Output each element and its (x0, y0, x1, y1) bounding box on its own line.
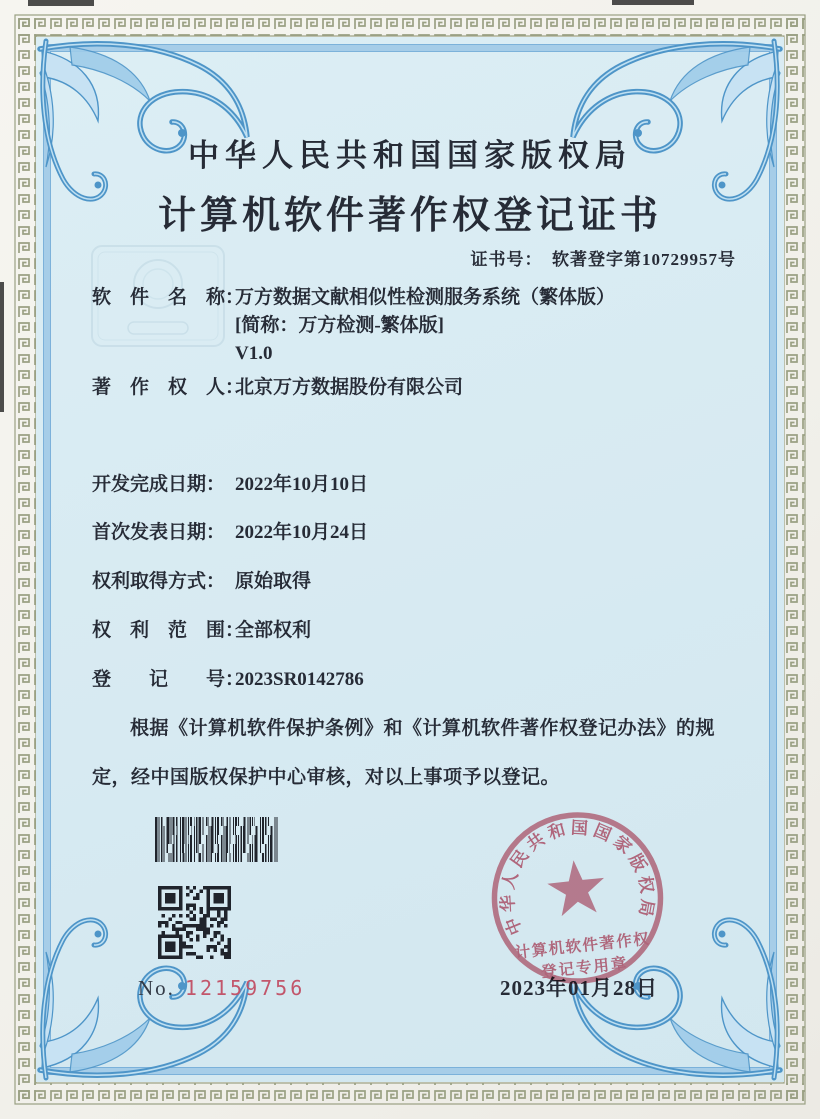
registration-statement: 根据《计算机软件保护条例》和《计算机软件著作权登记办法》的规定，经中国版权保护中心审核，对以上事项予以登记。 (92, 718, 716, 788)
qr-code (158, 886, 231, 959)
issue-date: 2023年01月28日 (500, 976, 658, 1000)
seal-ring-text: 中华人民共和国国家版权局 (498, 818, 658, 938)
certificate-title: 计算机软件著作权登记证书 (157, 195, 662, 237)
seal-caption-line2: 登记专用章 (540, 955, 630, 982)
rights-acquisition-label: 权利取得方式： (92, 571, 226, 592)
copyright-owner-value: 北京万方数据股份有限公司 (235, 377, 464, 398)
software-name-line1: 万方数据文献相似性检测服务系统（繁体版） (235, 287, 616, 308)
serial-number: 12159756 (184, 976, 306, 1000)
software-name-line3: V1.0 (235, 343, 273, 364)
issuer-title: 中华人民共和国国家版权局 (188, 138, 632, 173)
rights-scope-label: 权 利 范 围： (92, 620, 245, 641)
software-name-line2: [简称：万方检测-繁体版] (235, 315, 444, 336)
barcode (155, 817, 282, 862)
first-publish-label: 首次发表日期： (92, 522, 226, 543)
copyright-owner-label: 著 作 权 人： (92, 377, 245, 398)
software-name-label: 软 件 名 称： (92, 287, 245, 308)
dev-complete-label: 开发完成日期： (92, 474, 226, 495)
rights-scope-value: 全部权利 (235, 620, 312, 641)
seal-star (545, 857, 607, 917)
registration-no-value: 2023SR0142786 (235, 669, 364, 690)
dev-complete-value: 2022年10月10日 (235, 474, 369, 495)
serial-number-row (138, 976, 305, 1001)
rights-acquisition-value: 原始取得 (235, 571, 312, 592)
serial-prefix: No. (138, 976, 175, 1000)
seal-caption-line1: 计算机软件著作权 (514, 930, 652, 962)
registration-no-label: 登 记 号： (92, 669, 245, 690)
first-publish-value: 2022年10月24日 (235, 522, 369, 543)
official-seal (468, 788, 689, 1018)
certificate-number: 证书号： 软著登字第10729957号 (470, 250, 736, 269)
